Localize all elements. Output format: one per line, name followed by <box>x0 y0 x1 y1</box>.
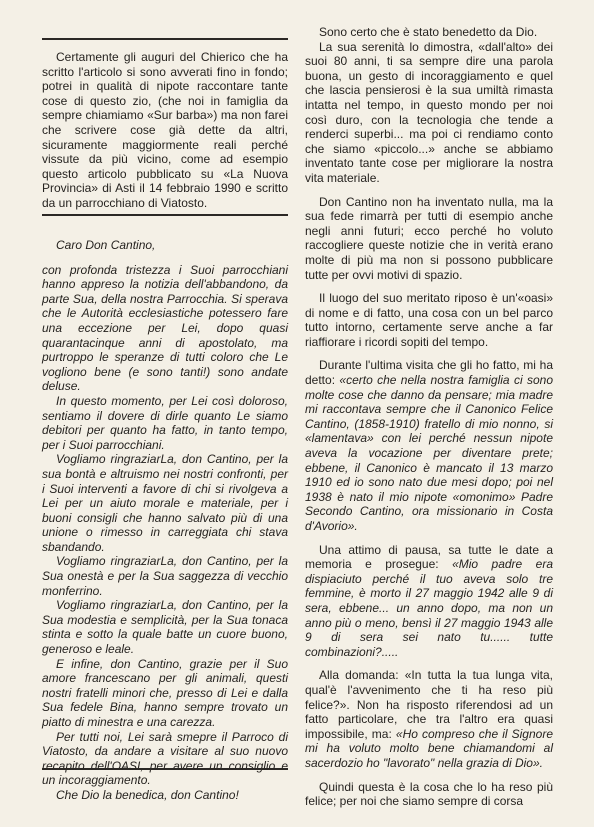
right-paragraph-8: Quindi questa è la cosa che lo ha reso più felice; per noi che siamo sempre di corsa <box>305 779 553 809</box>
right-paragraph-7 <box>305 668 553 770</box>
section-rule <box>42 214 288 216</box>
letter-paragraph-1: con profonda tristezza i Suoi parrocchiani hanno appreso la notizia dell'abbandono, da parte Sua, della nostra Parrocchia. Si sperava che le Autorità ecclesiastiche potessero fare una eccezione per Lei, dopo quasi quarantacinque anni di apostolato, ma purtroppo le speranze di tutti coloro che Le vogliono bene (e sono tanti!) sono andate deluse. <box>42 262 288 394</box>
right-paragraph-3: Don Cantino non ha inventato nulla, ma la sua fede rimarrà per tutti di esempio anche negli anni futuri; ecco perché ho voluto raccogliere queste notizie che in verità erano molte di più ma non si possono pubblicare tutte per ovvi motivi di spazio. <box>305 194 553 282</box>
letter <box>42 238 288 803</box>
letter-paragraph-6: E infine, don Cantino, grazie per il Suo amore francescano per gli animali, questi nostri fratelli minori che, presso di Lei e dalla Sua fedele Bina, hanno sempre trovato un piatto di minestra e una carezza. <box>42 656 288 729</box>
letter-paragraph-3: Vogliamo ringraziarLa, don Cantino, per la sua bontà e altruismo nei nostri confronti, per i Suoi interventi a favore di chi si rivolgeva a Lei per un aiuto morale e materiale, per i buoni consigli che hanno salvato più di una unione o rimesso in carreggiata chi stava sbandando. <box>42 452 288 554</box>
right-paragraph-1: Sono certo che è stato benedetto da Dio. <box>319 25 538 39</box>
letter-paragraph-7: Per tutti noi, Lei sarà smepre il Parroco di Viatosto, da andare a visitare al suo nuovo recapito dell'OASI, per avere un consiglio e un incoraggiamento. <box>42 729 288 788</box>
letter-paragraph-2: In questo momento, per Lei così doloroso, sentiamo il dovere di dirle quanto Le siamo debitori per quanto ha fatto, in tanto tempo, per i Suoi parrocchiani. <box>42 393 288 452</box>
letter-salutation: Caro Don Cantino, <box>56 238 156 252</box>
p5-quote: «certo che nella nostra famiglia ci sono molte cose che danno da pensare; mia madre mi raccontava sempre che il Canonico Felice Cantino, (1858-1910) fratello di mio nonno, si «lamentava» con lei perché nessun nipote aveva la vocazione per diventare prete; ebbene, il Canonico è mancato il 13 marzo 1910 ed io sono nato due mesi dopo; poi nel 1938 è nato il mio nipote «omonimo» Padre Secondo Cantino, ora missionario in Costa d'Avorio». <box>305 373 553 533</box>
p7-lead: Alla domanda: «In tutta la tua lunga vita, qual'è l'avvenimento che ti ha reso più felice?». Non ha risposto riferendosi ad un fatto particolare, che tra l'altro era quasi impossibile, ma: <box>305 668 553 741</box>
letter-paragraph-4: Vogliamo ringraziarLa, don Cantino, per la Sua onestà e per la Sua saggezza di vecchio monferrino. <box>42 554 288 598</box>
bottom-rule <box>42 768 288 770</box>
p5-lead: Durante l'ultima visita che gli ho fatto, mi ha detto: <box>305 358 553 388</box>
letter-paragraph-5: Vogliamo ringraziarLa, don Cantino, per la Sua modestia e semplicità, per la Sua tonaca stinta e sotto la quale batte un cuore buono, generoso e leale. <box>42 598 288 657</box>
p6-quote: «Mio padre era dispiaciuto perché il tuo aveva solo tre femmine, è morto il 27 maggio 1942 alle 9 di sera, ebbene... un anno dopo, ma non un anno più o meno, bensì il 27 maggio 1943 alle 9 di sera sei nato tu...... tutte combinazioni?..... <box>305 557 553 659</box>
right-paragraph-4: Il luogo del suo meritato riposo è un'«oasi» di nome e di fatto, una cosa con un bel parco tutto intorno, certamente serve anche a far riaffiorare i ricordi sopiti del tempo. <box>305 291 553 349</box>
letter-closing: Che Dio la benedica, don Cantino! <box>56 787 239 802</box>
top-rule <box>42 38 288 40</box>
right-text <box>305 25 553 809</box>
p6-lead: Una attimo di pausa, sa tutte le date a memoria e prosegue: <box>305 542 553 572</box>
intro-paragraph: Certamente gli auguri del Chierico che ha scritto l'articolo si sono avverati fino in fondo; potrei in qualità di nipote raccontare tante cose di questo zio, (che noi in famiglia da sempre chiamiamo «Sur barba») ma non farei che scrivere cose già dette da altri, sicuramente maggiormente reali perché vissute da più vicino, come ad esempio questo articolo pubblicato su «La Nuova Provincia» di Asti il 14 febbraio 1990 e scritto da un parrocchiano di Viatosto. <box>42 50 288 210</box>
right-paragraph-6 <box>305 543 553 660</box>
right-paragraph-2: La sua serenità lo dimostra, «dall'alto» dei suoi 80 anni, ti sa sempre dire una parola buona, un gesto di incoraggiamento e quel che lascia pensierosi è la sua umiltà rimasta intatta nel tempo, in questo mondo per noi così duro, con la tecnologia che tende a renderci superbi... ma poi ci rendiamo conto che siamo «piccolo...» anche se abbiamo inventato tante cose per migliorare la nostra vita materiale. <box>305 39 553 185</box>
right-paragraph-5 <box>305 358 553 533</box>
p7-quote: «Ho compreso che il Signore mi ha voluto molto bene chiamandomi al sacerdozio ho "lavorato" nella grazia di Dio». <box>305 726 553 770</box>
